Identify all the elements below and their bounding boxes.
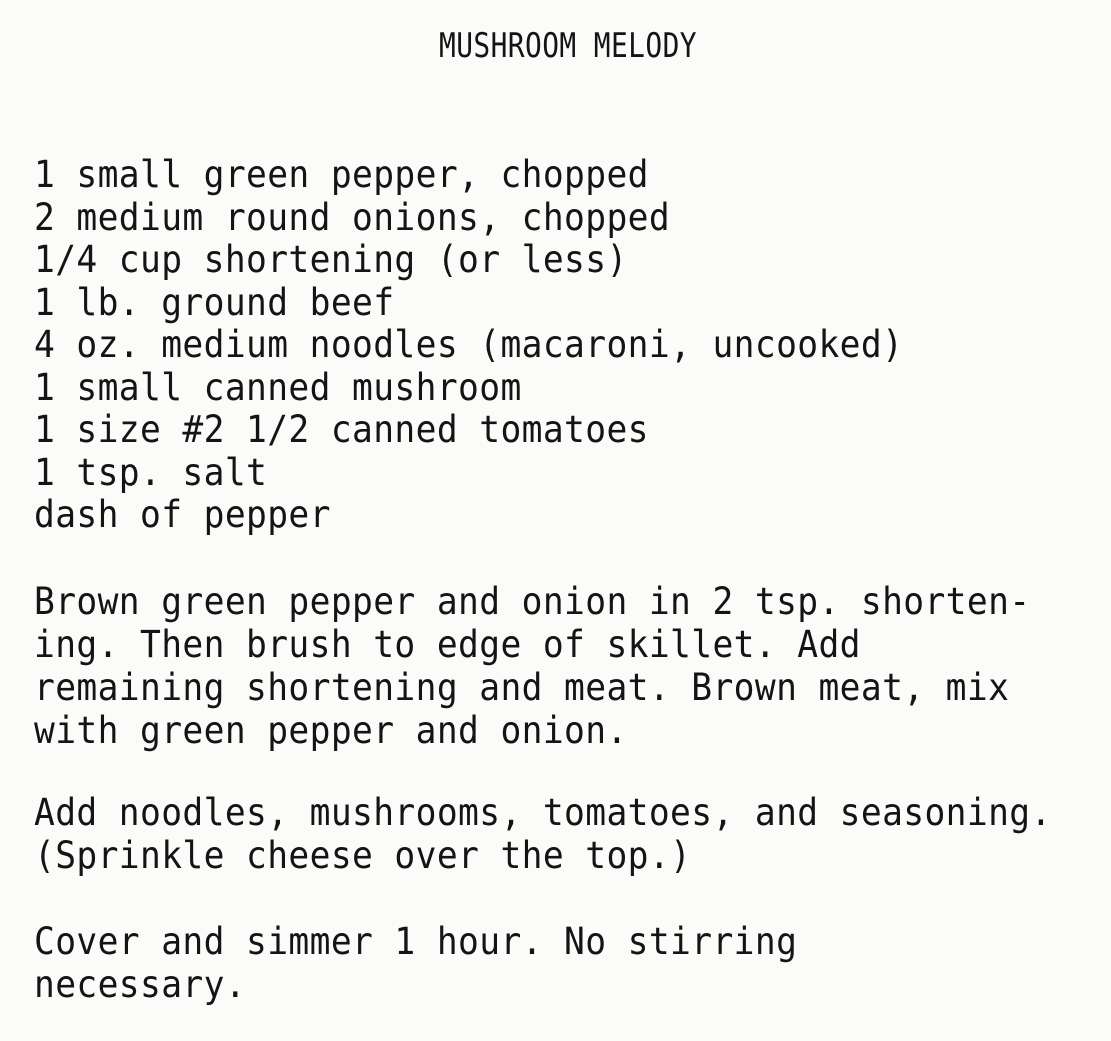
directions-paragraph-2 — [34, 791, 1052, 877]
ingredient-item: 4 oz. medium noodles (macaroni, uncooked) — [34, 323, 904, 366]
directions-line: ing. Then brush to edge of skillet. Add — [34, 623, 861, 666]
directions-line: necessary. — [34, 963, 247, 1006]
ingredient-list — [34, 154, 903, 537]
recipe-title: MUSHROOM MELODY — [439, 26, 697, 66]
ingredient-item: 1 lb. ground beef — [34, 280, 395, 324]
directions-paragraph-3 — [34, 920, 797, 1006]
ingredient-item: 1/4 cup shortening (or less) — [34, 238, 628, 281]
ingredient-item: 1 small canned mushroom — [34, 365, 522, 409]
ingredient-item: 2 medium round onions, chopped — [34, 195, 671, 239]
directions-line: Cover and simmer 1 hour. No stirring — [34, 920, 798, 963]
ingredient-item: 1 size #2 1/2 canned tomatoes — [34, 408, 649, 451]
directions-paragraph-1 — [34, 580, 1031, 752]
directions-line: with green pepper and onion. — [34, 709, 628, 752]
ingredient-item: dash of pepper — [34, 493, 331, 536]
directions-line: (Sprinkle cheese over the top.) — [34, 834, 692, 877]
directions-line: remaining shortening and meat. Brown meat, mix — [34, 666, 1010, 709]
ingredient-item: 1 small green pepper, chopped — [34, 153, 649, 196]
directions-line: Add noodles, mushrooms, tomatoes, and seasoning. — [34, 791, 1052, 834]
directions-line: Brown green pepper and onion in 2 tsp. shorten- — [34, 580, 1031, 623]
ingredient-item: 1 tsp. salt — [34, 450, 268, 494]
